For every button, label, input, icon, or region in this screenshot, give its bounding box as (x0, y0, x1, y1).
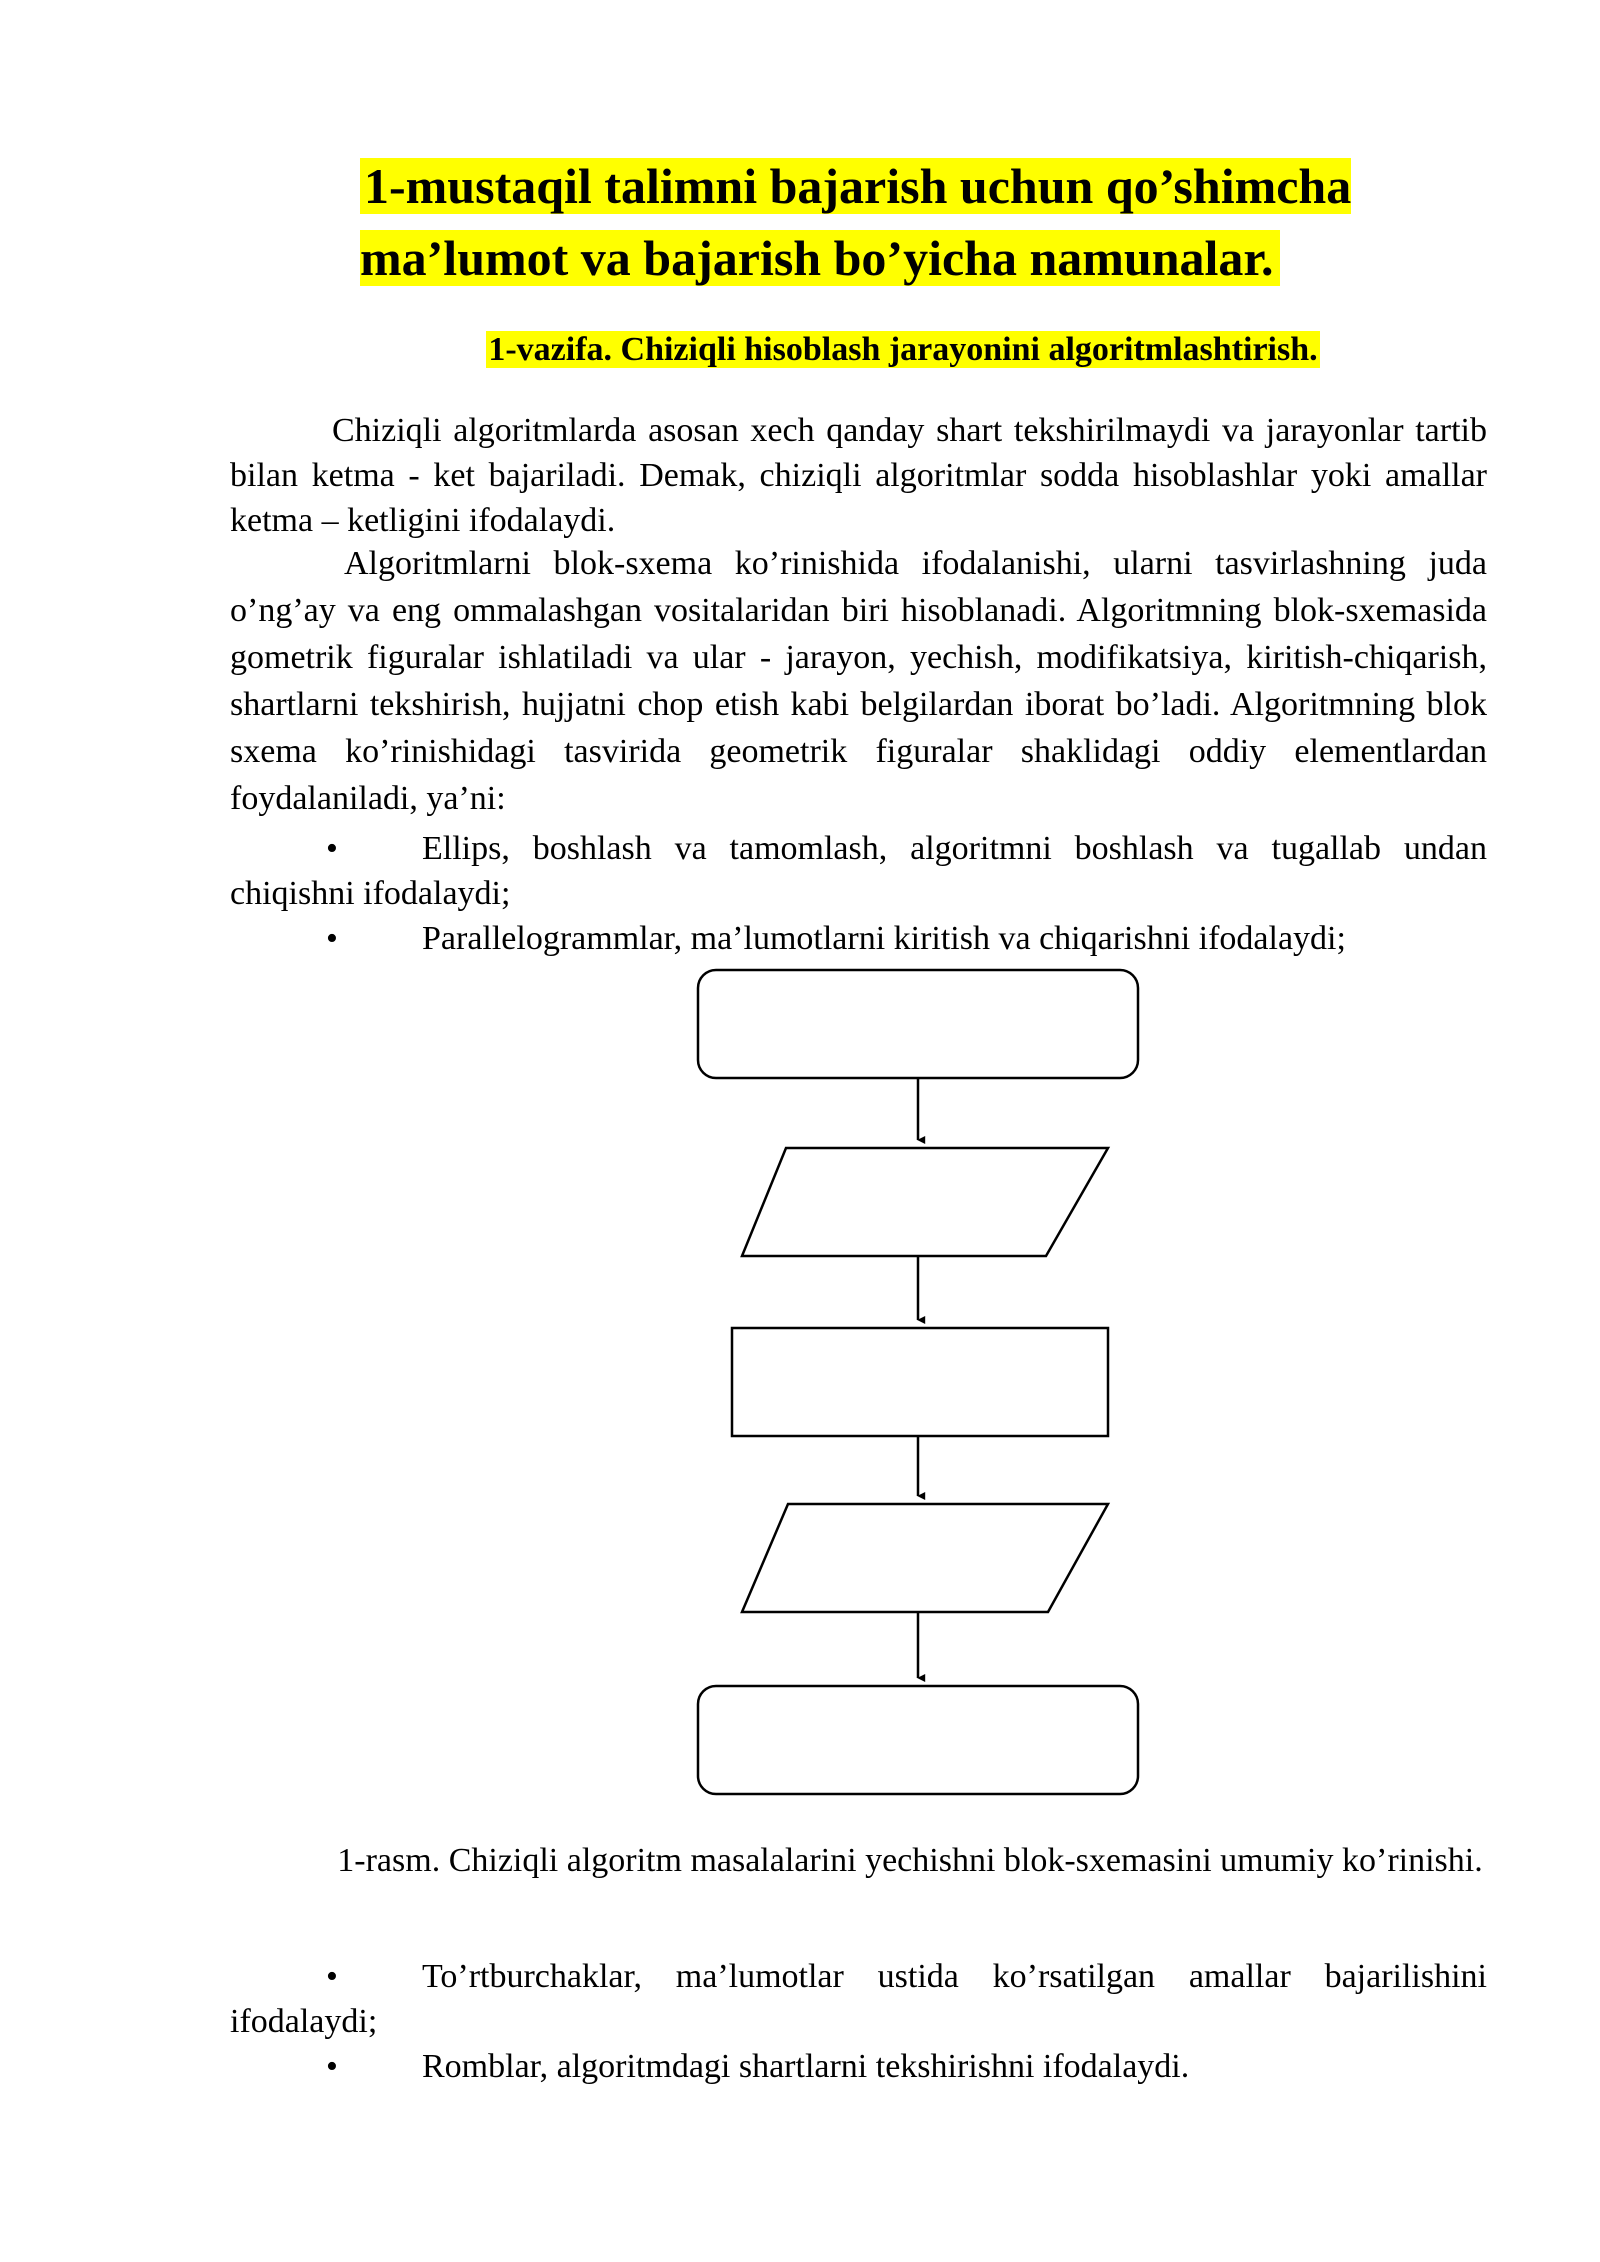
list-item-text: Romblar, algoritmdagi shartlarni tekshirishni ifodalaydi. (422, 2048, 1190, 2085)
paragraph-linear-algorithms: Chiziqli algoritmlarda asosan xech qanday shart tekshirilmaydi va jarayonlar tartib bilan ketma - ket bajariladi. Demak, chiziqli algoritmlar sodda hisoblashlar yoki amallar ketma – ketligini ifodalaydi. (230, 412, 1487, 539)
flowchart-diagram (690, 962, 1160, 1802)
page-title (360, 150, 1460, 294)
task-heading (0, 326, 1600, 374)
page-title-text: 1-mustaqil talimni bajarish uchun qo’shimcha ma’lumot va bajarish bo’yicha namunalar. (360, 158, 1352, 286)
bullet-icon: • (326, 920, 338, 957)
start-terminal-shape (698, 970, 1138, 1078)
list-item-text: Ellips, boshlash va tamomlash, algoritmni boshlash va tugallab undan chiqishni ifodalaydi; (230, 830, 1487, 912)
list-item (230, 2044, 1487, 2089)
paragraph-block-schemes: Algoritmlarni blok-sxema ko’rinishida ifodalanishi, ularni tasvirlashning juda o’ng’ay va eng ommalashgan vositalaridan biri hisoblanadi. Algoritmning blok-sxemasida gometrik figuralar ishlatiladi va ular - jarayon, yechish, modifikatsiya, kiritish-chiqarish, shartlarni tekshirish, hujjatni chop etish kabi belgilardan iborat bo’ladi. Algoritmning blok sxema ko’rinishidagi tasvirida geometrik figuralar shaklidagi oddiy elementlardan foydalaniladi, ya’ni: (230, 545, 1487, 817)
bullet-icon: • (326, 2048, 338, 2085)
input-parallelogram-shape (742, 1148, 1108, 1256)
process-rectangle-shape (732, 1328, 1108, 1436)
list-item-text: Parallelogrammlar, ma’lumotlarni kiritish va chiqarishni ifodalaydi; (422, 920, 1346, 957)
list-item (230, 1954, 1487, 2044)
bullet-icon: • (326, 830, 338, 867)
list-item (230, 916, 1487, 961)
bullet-icon: • (326, 1958, 338, 1995)
figure-caption: 1-rasm. Chiziqli algoritm masalalarini yechishni blok-sxemasini umumiy ko’rinishi. (337, 1842, 1483, 1879)
end-terminal-shape (698, 1686, 1138, 1794)
output-parallelogram-shape (742, 1504, 1108, 1612)
task-heading-text: 1-vazifa. Chiziqli hisoblash jarayonini algoritmlashtirish. (488, 331, 1318, 368)
list-item-text: To’rtburchaklar, ma’lumotlar ustida ko’rsatilgan amallar bajarilishini ifodalaydi; (230, 1958, 1487, 2040)
list-item (230, 826, 1487, 916)
